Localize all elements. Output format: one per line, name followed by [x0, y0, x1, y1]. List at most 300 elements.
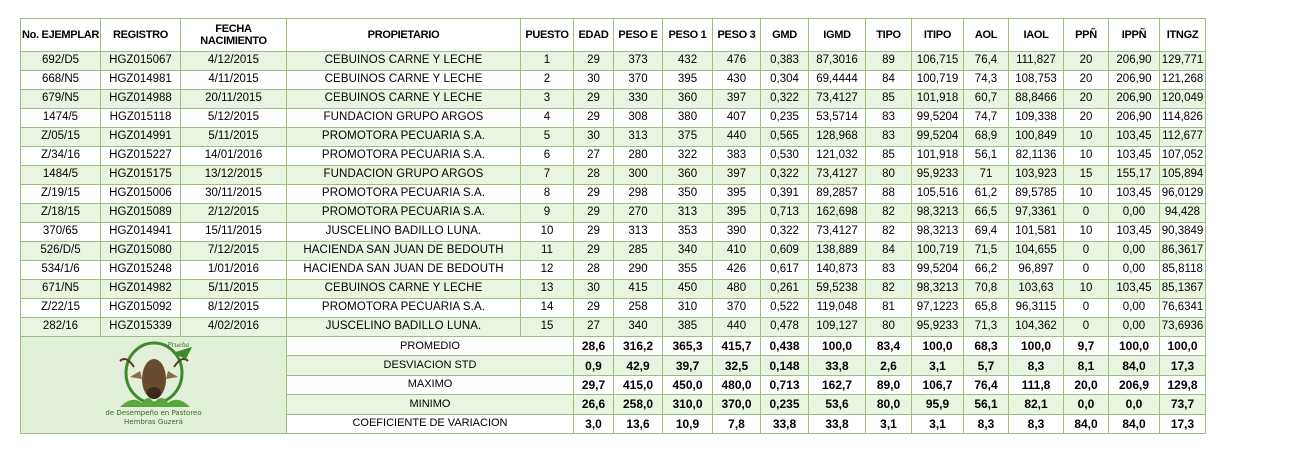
table-row: [21, 185, 1206, 204]
table-cell: 27: [574, 147, 614, 166]
table-cell: 129,771: [1160, 52, 1206, 71]
table-cell: 98,3213: [912, 204, 964, 223]
table-cell: HGZ015080: [101, 242, 181, 261]
summary-value: 3,0: [574, 414, 614, 433]
table-cell: 440: [713, 128, 761, 147]
col-header-no-ejemplar: No. EJEMPLAR: [21, 19, 101, 52]
table-cell: HGZ015092: [101, 299, 181, 318]
summary-row: [21, 337, 1206, 356]
table-cell: 14/01/2016: [181, 147, 287, 166]
col-header-peso1: PESO 1: [663, 19, 713, 52]
table-cell: 99,5204: [912, 128, 964, 147]
table-cell: 83: [866, 261, 912, 280]
table-cell: 60,7: [964, 90, 1009, 109]
col-header-edad: EDAD: [574, 19, 614, 52]
table-cell: 29: [574, 204, 614, 223]
logo-prueba-text: Prueba: [167, 342, 190, 349]
summary-label: DESVIACION STD: [287, 356, 574, 375]
table-cell: 89,2857: [809, 185, 866, 204]
table-cell: 426: [713, 261, 761, 280]
table-cell: 432: [663, 52, 713, 71]
table-cell: 0,383: [761, 52, 809, 71]
table-cell: 83: [866, 128, 912, 147]
table-cell: 15: [521, 318, 574, 337]
table-cell: 101,581: [1009, 223, 1064, 242]
col-header-peso3: PESO 3: [713, 19, 761, 52]
summary-value: 17,3: [1160, 414, 1206, 433]
table-cell: 0,522: [761, 299, 809, 318]
table-cell: 85,1367: [1160, 280, 1206, 299]
col-header-iaol: IAOL: [1009, 19, 1064, 52]
summary-value: 106,7: [912, 375, 964, 394]
table-cell: 99,5204: [912, 261, 964, 280]
summary-value: 80,0: [866, 395, 912, 414]
table-cell: Z/05/15: [21, 128, 101, 147]
table-cell: HGZ015118: [101, 109, 181, 128]
summary-value: 365,3: [663, 337, 713, 356]
table-cell: 0,322: [761, 90, 809, 109]
table-cell: 82: [866, 280, 912, 299]
table-cell: 290: [614, 261, 663, 280]
table-cell: 162,698: [809, 204, 866, 223]
table-cell: 112,677: [1160, 128, 1206, 147]
table-cell: 0,530: [761, 147, 809, 166]
event-logo: [22, 337, 286, 433]
table-cell: 30/11/2015: [181, 185, 287, 204]
table-cell: JUSCELINO BADILLO LUNA.: [287, 318, 521, 337]
table-cell: 2: [521, 71, 574, 90]
table-cell: CEBUINOS CARNE Y LECHE: [287, 71, 521, 90]
table-cell: 80: [866, 318, 912, 337]
table-cell: 13: [521, 280, 574, 299]
summary-rows: [21, 337, 1206, 434]
table-cell: Z/18/15: [21, 204, 101, 223]
table-cell: 82: [866, 204, 912, 223]
table-cell: 114,826: [1160, 109, 1206, 128]
table-cell: 395: [663, 71, 713, 90]
col-header-ippn: IPPÑ: [1109, 19, 1160, 52]
table-cell: 0,565: [761, 128, 809, 147]
summary-value: 26,6: [574, 395, 614, 414]
table-cell: CEBUINOS CARNE Y LECHE: [287, 52, 521, 71]
table-cell: 84: [866, 71, 912, 90]
table-cell: 407: [713, 109, 761, 128]
table-cell: 85,8118: [1160, 261, 1206, 280]
table-cell: 258: [614, 299, 663, 318]
summary-value: 206,9: [1109, 375, 1160, 394]
summary-value: 415,0: [614, 375, 663, 394]
table-cell: 5: [521, 128, 574, 147]
table-cell: PROMOTORA PECUARIA S.A.: [287, 204, 521, 223]
table-cell: HGZ015006: [101, 185, 181, 204]
table-cell: 322: [663, 147, 713, 166]
table-cell: 97,3361: [1009, 204, 1064, 223]
summary-value: 33,8: [809, 356, 866, 375]
table-cell: 99,5204: [912, 109, 964, 128]
table-cell: 692/D5: [21, 52, 101, 71]
table-cell: 280: [614, 147, 663, 166]
summary-value: 8,3: [1009, 356, 1064, 375]
results-table: [20, 18, 1206, 434]
table-cell: Z/34/16: [21, 147, 101, 166]
table-cell: 10: [521, 223, 574, 242]
table-cell: 360: [663, 90, 713, 109]
table-cell: 5/12/2015: [181, 109, 287, 128]
summary-value: 53,6: [809, 395, 866, 414]
table-cell: Z/22/15: [21, 299, 101, 318]
table-row: [21, 280, 1206, 299]
table-cell: HACIENDA SAN JUAN DE BEDOUTH: [287, 242, 521, 261]
table-cell: 100,849: [1009, 128, 1064, 147]
table-cell: 370: [614, 71, 663, 90]
summary-value: 316,2: [614, 337, 663, 356]
table-cell: 100,719: [912, 242, 964, 261]
table-cell: 82: [866, 223, 912, 242]
table-cell: 300: [614, 166, 663, 185]
table-cell: 313: [614, 128, 663, 147]
table-cell: 106,715: [912, 52, 964, 71]
summary-value: 100,0: [1109, 337, 1160, 356]
table-row: [21, 223, 1206, 242]
table-cell: 313: [663, 204, 713, 223]
summary-value: 39,7: [663, 356, 713, 375]
logo-cell: [21, 337, 287, 434]
table-cell: 29: [574, 90, 614, 109]
summary-value: 82,1: [1009, 395, 1064, 414]
table-cell: JUSCELINO BADILLO LUNA.: [287, 223, 521, 242]
table-cell: 360: [663, 166, 713, 185]
table-cell: 1484/5: [21, 166, 101, 185]
summary-value: 68,3: [964, 337, 1009, 356]
table-cell: 155,17: [1109, 166, 1160, 185]
table-cell: 0,304: [761, 71, 809, 90]
summary-value: 33,8: [809, 414, 866, 433]
summary-value: 100,0: [1160, 337, 1206, 356]
table-cell: CEBUINOS CARNE Y LECHE: [287, 280, 521, 299]
summary-value: 17,3: [1160, 356, 1206, 375]
table-cell: 355: [663, 261, 713, 280]
table-cell: 0,609: [761, 242, 809, 261]
table-cell: 0,00: [1109, 261, 1160, 280]
table-cell: 668/N5: [21, 71, 101, 90]
table-cell: 0: [1064, 318, 1109, 337]
table-row: [21, 166, 1206, 185]
table-cell: 13/12/2015: [181, 166, 287, 185]
table-cell: 415: [614, 280, 663, 299]
table-cell: 350: [663, 185, 713, 204]
table-cell: PROMOTORA PECUARIA S.A.: [287, 299, 521, 318]
table-cell: Z/19/15: [21, 185, 101, 204]
summary-value: 100,0: [912, 337, 964, 356]
table-cell: 69,4444: [809, 71, 866, 90]
table-cell: 7: [521, 166, 574, 185]
summary-value: 13,6: [614, 414, 663, 433]
summary-value: 8,3: [1009, 414, 1064, 433]
summary-value: 56,1: [964, 395, 1009, 414]
table-cell: 98,3213: [912, 223, 964, 242]
table-cell: 671/N5: [21, 280, 101, 299]
table-cell: 71,3: [964, 318, 1009, 337]
table-cell: 70,8: [964, 280, 1009, 299]
table-cell: 105,894: [1160, 166, 1206, 185]
table-cell: 73,4127: [809, 90, 866, 109]
table-cell: 4/02/2016: [181, 318, 287, 337]
table-cell: 390: [713, 223, 761, 242]
table-cell: 83: [866, 109, 912, 128]
table-cell: 1474/5: [21, 109, 101, 128]
table-cell: 0: [1064, 299, 1109, 318]
table-cell: 86,3617: [1160, 242, 1206, 261]
table-cell: 15: [1064, 166, 1109, 185]
table-cell: 1: [521, 52, 574, 71]
table-cell: 0,00: [1109, 242, 1160, 261]
table-cell: 66,2: [964, 261, 1009, 280]
table-cell: 20: [1064, 109, 1109, 128]
table-cell: 119,048: [809, 299, 866, 318]
table-cell: 10: [1064, 128, 1109, 147]
col-header-aol: AOL: [964, 19, 1009, 52]
table-cell: 69,4: [964, 223, 1009, 242]
logo-text-line2: Hembras Guzerá: [124, 418, 183, 426]
table-cell: 476: [713, 52, 761, 71]
table-cell: HGZ015227: [101, 147, 181, 166]
table-cell: HGZ015339: [101, 318, 181, 337]
table-cell: 103,45: [1109, 185, 1160, 204]
table-cell: 98,3213: [912, 280, 964, 299]
table-cell: 370: [713, 299, 761, 318]
table-cell: HGZ014941: [101, 223, 181, 242]
table-row: [21, 52, 1206, 71]
table-cell: 0: [1064, 261, 1109, 280]
table-cell: HGZ015175: [101, 166, 181, 185]
table-cell: 29: [574, 299, 614, 318]
table-cell: 28: [574, 166, 614, 185]
table-cell: 111,827: [1009, 52, 1064, 71]
summary-value: 33,8: [761, 414, 809, 433]
summary-value: 84,0: [1109, 414, 1160, 433]
summary-value: 162,7: [809, 375, 866, 394]
summary-value: 310,0: [663, 395, 713, 414]
table-row: [21, 71, 1206, 90]
table-cell: 73,6936: [1160, 318, 1206, 337]
table-cell: 14: [521, 299, 574, 318]
table-cell: 76,6341: [1160, 299, 1206, 318]
table-cell: 330: [614, 90, 663, 109]
table-cell: 73,4127: [809, 223, 866, 242]
table-cell: 20: [1064, 52, 1109, 71]
table-row: [21, 242, 1206, 261]
table-cell: 534/1/6: [21, 261, 101, 280]
table-cell: 128,968: [809, 128, 866, 147]
table-cell: 81: [866, 299, 912, 318]
table-cell: 0,391: [761, 185, 809, 204]
table-cell: 206,90: [1109, 52, 1160, 71]
table-row: [21, 318, 1206, 337]
table-cell: 94,428: [1160, 204, 1206, 223]
table-cell: 395: [713, 204, 761, 223]
table-cell: 88: [866, 185, 912, 204]
table-cell: 71,5: [964, 242, 1009, 261]
table-cell: 9: [521, 204, 574, 223]
table-cell: 11: [521, 242, 574, 261]
table-row: [21, 261, 1206, 280]
table-cell: 10: [1064, 223, 1109, 242]
summary-value: 20,0: [1064, 375, 1109, 394]
table-cell: 375: [663, 128, 713, 147]
table-cell: 370/65: [21, 223, 101, 242]
table-cell: 53,5714: [809, 109, 866, 128]
col-header-itipo: ITIPO: [912, 19, 964, 52]
summary-value: 258,0: [614, 395, 663, 414]
col-header-itngz: ITNGZ: [1160, 19, 1206, 52]
table-cell: 20: [1064, 90, 1109, 109]
summary-value: 129,8: [1160, 375, 1206, 394]
summary-value: 2,6: [866, 356, 912, 375]
table-cell: 480: [713, 280, 761, 299]
table-cell: 96,0129: [1160, 185, 1206, 204]
logo-text-line1: de Desempeño en Pastoreo: [105, 409, 202, 417]
table-cell: 138,889: [809, 242, 866, 261]
table-cell: 30: [574, 128, 614, 147]
table-cell: 0,261: [761, 280, 809, 299]
table-cell: 4/12/2015: [181, 52, 287, 71]
table-cell: 105,516: [912, 185, 964, 204]
table-cell: 5/11/2015: [181, 280, 287, 299]
summary-value: 76,4: [964, 375, 1009, 394]
summary-value: 0,9: [574, 356, 614, 375]
col-header-puesto: PUESTO: [521, 19, 574, 52]
summary-value: 0,235: [761, 395, 809, 414]
table-cell: 74,7: [964, 109, 1009, 128]
table-cell: 103,923: [1009, 166, 1064, 185]
table-cell: 73,4127: [809, 166, 866, 185]
table-cell: 85: [866, 147, 912, 166]
table-cell: 10: [1064, 280, 1109, 299]
table-cell: 10: [1064, 147, 1109, 166]
summary-value: 415,7: [713, 337, 761, 356]
summary-value: 0,713: [761, 375, 809, 394]
table-cell: 109,127: [809, 318, 866, 337]
table-cell: 121,268: [1160, 71, 1206, 90]
table-cell: 65,8: [964, 299, 1009, 318]
table-cell: HGZ014988: [101, 90, 181, 109]
table-cell: 20: [1064, 71, 1109, 90]
table-cell: 410: [713, 242, 761, 261]
table-cell: 4: [521, 109, 574, 128]
table-cell: FUNDACION GRUPO ARGOS: [287, 109, 521, 128]
table-cell: 397: [713, 90, 761, 109]
table-cell: HGZ015248: [101, 261, 181, 280]
table-cell: 84: [866, 242, 912, 261]
table-cell: HGZ014981: [101, 71, 181, 90]
table-cell: 29: [574, 223, 614, 242]
summary-value: 28,6: [574, 337, 614, 356]
table-cell: 95,9233: [912, 318, 964, 337]
table-cell: PROMOTORA PECUARIA S.A.: [287, 147, 521, 166]
table-cell: 12: [521, 261, 574, 280]
table-cell: 310: [663, 299, 713, 318]
summary-label: PROMEDIO: [287, 337, 574, 356]
table-cell: HGZ014982: [101, 280, 181, 299]
table-cell: 29: [574, 185, 614, 204]
table-cell: 0,235: [761, 109, 809, 128]
table-cell: 104,655: [1009, 242, 1064, 261]
table-cell: 30: [574, 280, 614, 299]
table-cell: FUNDACION GRUPO ARGOS: [287, 166, 521, 185]
table-cell: 5/11/2015: [181, 128, 287, 147]
summary-value: 9,7: [1064, 337, 1109, 356]
table-cell: 101,918: [912, 90, 964, 109]
table-cell: 383: [713, 147, 761, 166]
summary-value: 0,148: [761, 356, 809, 375]
table-cell: 353: [663, 223, 713, 242]
table-cell: 0,00: [1109, 318, 1160, 337]
table-cell: 96,3115: [1009, 299, 1064, 318]
summary-value: 10,9: [663, 414, 713, 433]
summary-value: 8,3: [964, 414, 1009, 433]
table-cell: 103,45: [1109, 128, 1160, 147]
table-cell: 270: [614, 204, 663, 223]
table-cell: 28: [574, 261, 614, 280]
summary-value: 84,0: [1109, 356, 1160, 375]
table-row: [21, 299, 1206, 318]
table-cell: HGZ015067: [101, 52, 181, 71]
table-cell: 0: [1064, 204, 1109, 223]
table-cell: CEBUINOS CARNE Y LECHE: [287, 90, 521, 109]
table-cell: 679/N5: [21, 90, 101, 109]
table-cell: 89: [866, 52, 912, 71]
table-cell: 395: [713, 185, 761, 204]
table-cell: 27: [574, 318, 614, 337]
table-cell: 373: [614, 52, 663, 71]
results-table-wrapper: [20, 18, 1206, 434]
table-row: [21, 204, 1206, 223]
table-cell: 8/12/2015: [181, 299, 287, 318]
table-cell: 120,049: [1160, 90, 1206, 109]
table-cell: 340: [614, 318, 663, 337]
col-header-registro: REGISTRO: [101, 19, 181, 52]
summary-value: 100,0: [1009, 337, 1064, 356]
table-cell: 71: [964, 166, 1009, 185]
summary-label: MINIMO: [287, 395, 574, 414]
table-row: [21, 147, 1206, 166]
table-cell: 440: [713, 318, 761, 337]
table-cell: 430: [713, 71, 761, 90]
col-header-fecha: FECHA NACIMIENTO: [181, 19, 287, 52]
table-row: [21, 128, 1206, 147]
table-cell: 29: [574, 109, 614, 128]
summary-value: 3,1: [912, 356, 964, 375]
summary-value: 100,0: [809, 337, 866, 356]
table-cell: 121,032: [809, 147, 866, 166]
table-cell: 206,90: [1109, 71, 1160, 90]
summary-value: 32,5: [713, 356, 761, 375]
summary-label: COEFICIENTE DE VARIACION: [287, 414, 574, 433]
table-cell: 82,1136: [1009, 147, 1064, 166]
table-cell: 8: [521, 185, 574, 204]
table-cell: 100,719: [912, 71, 964, 90]
table-cell: 29: [574, 52, 614, 71]
table-cell: 313: [614, 223, 663, 242]
table-cell: 6: [521, 147, 574, 166]
table-cell: 206,90: [1109, 90, 1160, 109]
table-cell: 140,873: [809, 261, 866, 280]
table-cell: 109,338: [1009, 109, 1064, 128]
table-cell: 282/16: [21, 318, 101, 337]
table-cell: 385: [663, 318, 713, 337]
table-cell: 30: [574, 71, 614, 90]
table-cell: 103,63: [1009, 280, 1064, 299]
